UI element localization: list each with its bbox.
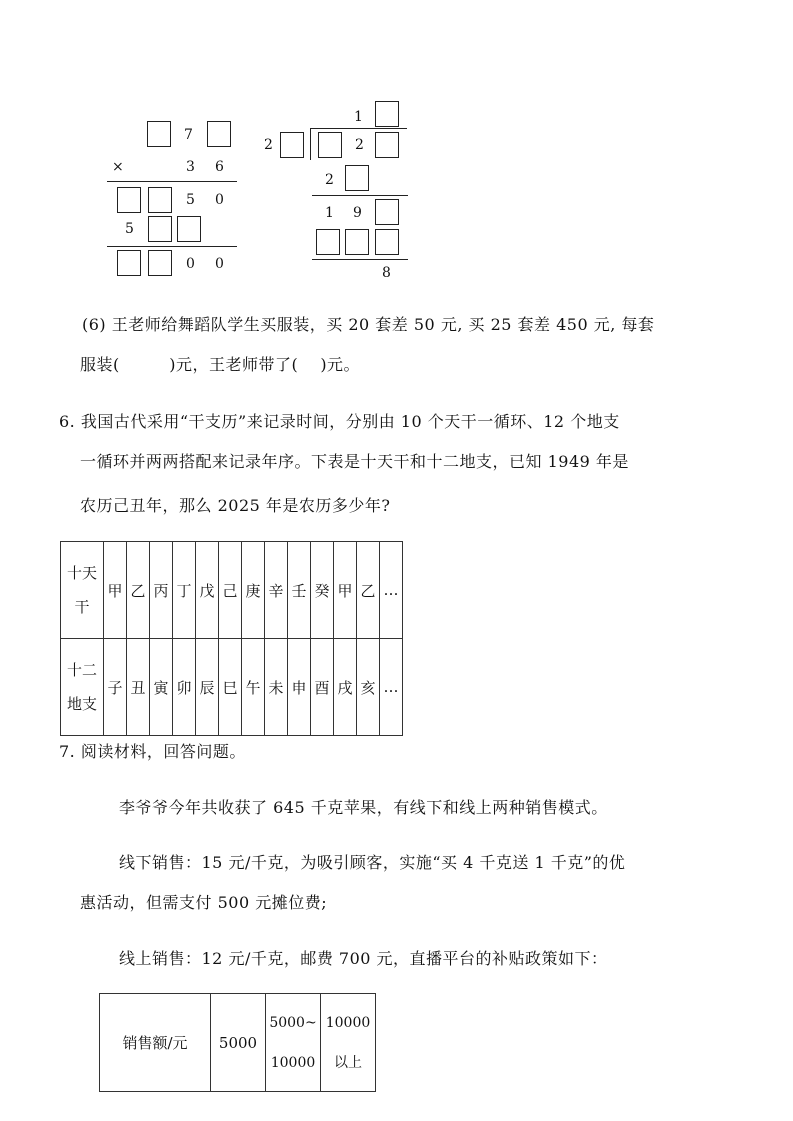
table-header-cell: 销售额/元 [100,994,211,1092]
question-7-paragraph-2b: 惠活动，但需支付 500 元摊位费; [80,893,328,912]
stem-cell: 丁 [173,542,196,639]
branch-cell: 子 [104,639,127,736]
question-6-line1: 6. 我国古代采用“干支历”来记录时间，分别由 10 个天干一循环、12 个地支 [59,412,620,431]
answer-box[interactable] [207,121,231,147]
table-cell: 10000 以上 [321,994,376,1092]
digit: 3 [186,159,195,175]
answer-box[interactable] [345,229,369,255]
branch-cell: 酉 [311,639,334,736]
table-header-cell: 十天 干 [61,542,104,639]
digit: 2 [355,137,364,153]
ellipsis-cell: … [380,639,403,736]
stem-cell: 癸 [311,542,334,639]
answer-box[interactable] [375,132,399,158]
subsidy-table [99,993,376,1092]
subquestion-6-line2: 服装( )元，王老师带了( )元。 [80,355,361,374]
branch-cell: 戌 [334,639,357,736]
stem-cell: 庚 [242,542,265,639]
answer-box[interactable] [147,121,171,147]
rule-line [312,259,408,260]
stem-cell: 乙 [127,542,150,639]
branch-cell: 午 [242,639,265,736]
subquestion-6-line1: (6) 王老师给舞蹈队学生买服装，买 20 套差 50 元, 买 25 套差 450 元, 每套 [82,315,655,334]
question-6-line3: 农历己丑年，那么 2025 年是农历多少年? [80,496,391,515]
stem-cell: 乙 [357,542,380,639]
answer-box[interactable] [280,132,304,158]
branch-cell: 申 [288,639,311,736]
question-7-paragraph-2a: 线下销售：15 元/千克，为吸引顾客，实施“买 4 千克送 1 千克”的优 [119,853,626,872]
answer-box[interactable] [375,229,399,255]
answer-box[interactable] [117,187,141,213]
branch-cell: 卯 [173,639,196,736]
answer-box[interactable] [375,199,399,225]
stem-cell: 戊 [196,542,219,639]
digit: 5 [186,192,195,208]
digit: 8 [382,265,391,281]
stem-cell: 丙 [150,542,173,639]
answer-box[interactable] [345,165,369,191]
branch-cell: 寅 [150,639,173,736]
stem-cell: 辛 [265,542,288,639]
rule-line [312,195,408,196]
branch-cell: 巳 [219,639,242,736]
division-bar [310,128,407,129]
branch-cell: 丑 [127,639,150,736]
digit: 0 [215,256,224,272]
answer-box[interactable] [148,216,172,242]
answer-box[interactable] [375,101,399,127]
rule-line [107,246,237,247]
branch-cell: 未 [265,639,288,736]
branch-cell: 辰 [196,639,219,736]
answer-box[interactable] [148,250,172,276]
stem-cell: 己 [219,542,242,639]
table-cell: 5000~ 10000 [266,994,321,1092]
table-header-cell: 十二 地支 [61,639,104,736]
digit: 0 [186,256,195,272]
answer-box[interactable] [117,250,141,276]
digit: 1 [354,109,363,125]
answer-box[interactable] [148,187,172,213]
rule-line [107,181,237,182]
stem-cell: 甲 [104,542,127,639]
digit: 2 [264,137,273,153]
digit: 9 [353,205,362,221]
digit: 2 [325,172,334,188]
multiply-sign: × [112,159,124,175]
digit: 5 [125,221,134,237]
stem-cell: 壬 [288,542,311,639]
answer-box[interactable] [318,132,342,158]
ganzhi-table [60,541,403,736]
answer-box[interactable] [316,229,340,255]
stem-cell: 甲 [334,542,357,639]
question-6-line2: 一循环并两两搭配来记录年序。下表是十天干和十二地支，已知 1949 年是 [80,452,629,471]
ellipsis-cell: … [380,542,403,639]
digit: 6 [215,159,224,175]
answer-box[interactable] [177,216,201,242]
question-7-title: 7. 阅读材料，回答问题。 [59,742,246,761]
question-7-paragraph-3: 线上销售：12 元/千克，邮费 700 元，直播平台的补贴政策如下： [119,949,608,968]
division-bracket [310,128,311,160]
digit: 7 [184,127,193,143]
question-7-paragraph-1: 李爷爷今年共收获了 645 千克苹果，有线下和线上两种销售模式。 [119,798,608,817]
digit: 0 [215,192,224,208]
digit: 1 [325,205,334,221]
branch-cell: 亥 [357,639,380,736]
table-cell: 5000 [211,994,266,1092]
